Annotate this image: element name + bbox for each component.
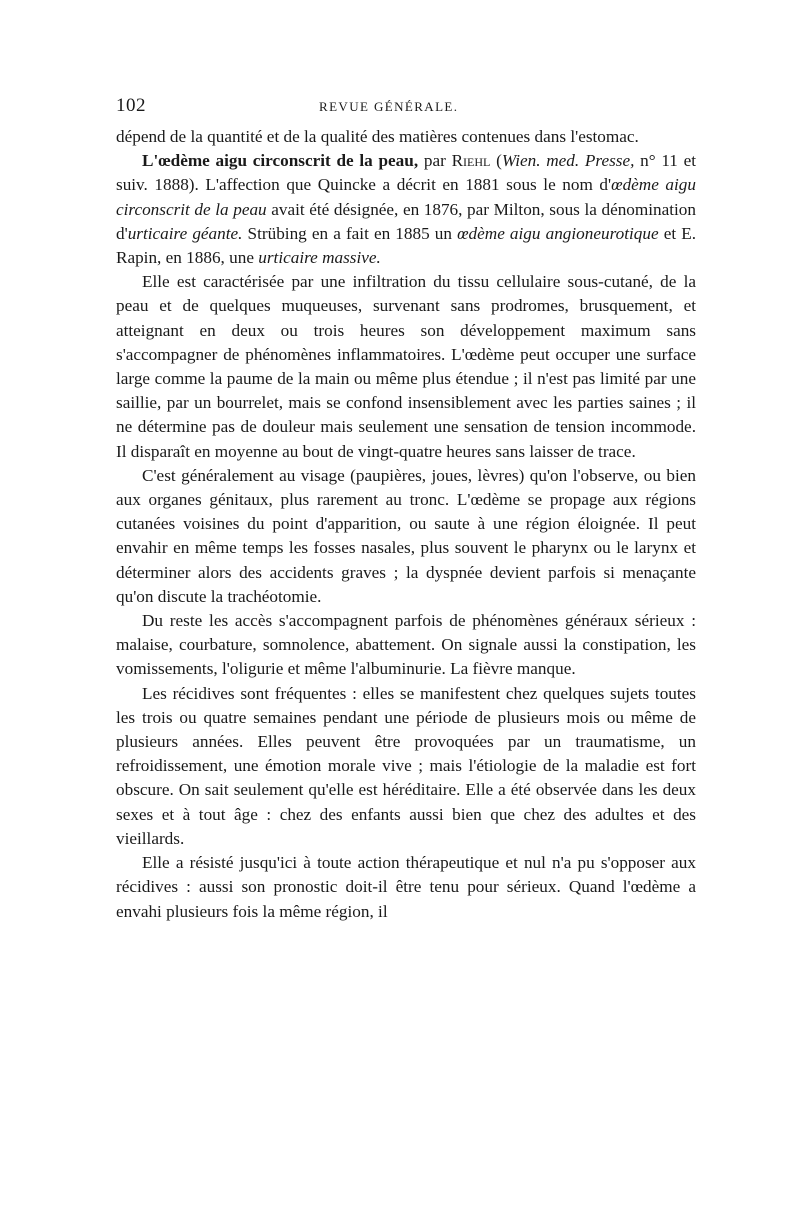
paragraph-location: C'est généralement au visage (paupières, joues, lèvres) qu'on l'observe, ou bien aux organes génitaux, plus rarement au tronc. L'œdème se propage aux régions cutanées voisines du point d'apparition, ou saute à une région éloignée. Il peut envahir en même temps les fosses nasales, plus souvent le pharynx ou le larynx et déterminer alors des accidents graves ; la dyspnée devient parfois si menaçante qu'on discute la trachéotomie. (116, 465, 696, 606)
term-urticaire-massive: urticaire massive. (258, 248, 381, 268)
page-number: 102 (116, 95, 146, 116)
term-oedeme-circonscrit: œdème aigu circonscrit de la peau (116, 175, 696, 219)
reference-text: n° 11 et suiv. 1888). L'affection que Quincke a décrit en 1881 sous le nom d' (116, 151, 697, 195)
page-body (116, 125, 696, 924)
paragraph-general-symptoms: Du reste les accès s'accompagnent parfois de phénomènes généraux sérieux : malaise, courbature, somnolence, abattement. On signale aussi la constipation, les vomissements, l'oligurie et même l'albuminurie. La fièvre manque. (116, 611, 696, 679)
article-title: L'œdème aigu circonscrit de la peau, (142, 151, 419, 171)
paragraph-prognosis: Elle a résisté jusqu'ici à toute action thérapeutique et nul n'a pu s'opposer aux récidives : aussi son pronostic doit-il être tenu pour sérieux. Quand l'œdème a envahi plusieurs fois la même région, il (116, 853, 696, 921)
running-title: REVUE GÉNÉRALE. (319, 99, 459, 114)
page-header (116, 95, 696, 121)
paragraph-continuation: dépend de la quantité et de la qualité des matières contenues dans l'estomac. (116, 127, 639, 146)
paragraph-characterisation: Elle est caractérisée par une infiltration du tissu cellulaire sous-cutané, de la peau et de quelques muqueuses, survenant sans prodromes, brusquement, et atteignant en deux ou trois heures son développement maximum sans s'accompagner de phénomènes inflammatoires. L'œdème peut occuper une surface large comme la paume de la main ou même plus étendue ; il n'est pas limité par une saillie, par un bourrelet, mais se confond insensiblement avec les parties saines ; il ne détermine pas de douleur mais seulement une sensation de tension incommode. Il disparaît en moyenne au bout de vingt-quatre heures sans laisser de trace. (116, 272, 696, 461)
byline-par: par (418, 151, 452, 171)
term-urticaire-geante: urticaire géante. (127, 223, 243, 243)
author-name: Riehl (451, 151, 491, 171)
text-strubing: Strübing en a fait en 1885 un (242, 223, 458, 243)
paragraph-article-intro (116, 149, 696, 270)
journal-source: Wien. med. Presse, (501, 151, 635, 171)
paragraph-recurrences: Les récidives sont fréquentes : elles se manifestent chez quelques sujets toutes les trois ou quatre semaines pendant une période de plusieurs mois ou même de plusieurs années. Elles peuvent être provoquées par un traumatisme, un refroidissement, une émotion morale vive ; mais l'étiologie de la maladie est fort obscure. On sait seulement qu'elle est héréditaire. Elle a été observée dans les deux sexes et à tout âge : chez des enfants aussi bien que chez des adultes et des vieillards. (116, 683, 696, 848)
open-paren: ( (490, 151, 502, 171)
term-angioneurotique: œdème aigu angioneurotique (457, 223, 659, 243)
text-milton: avait été désignée, en 1876, par Milton, sous la dénomination d' (116, 199, 696, 243)
text-rapin: et E. Rapin, en 1886, une (116, 223, 697, 268)
